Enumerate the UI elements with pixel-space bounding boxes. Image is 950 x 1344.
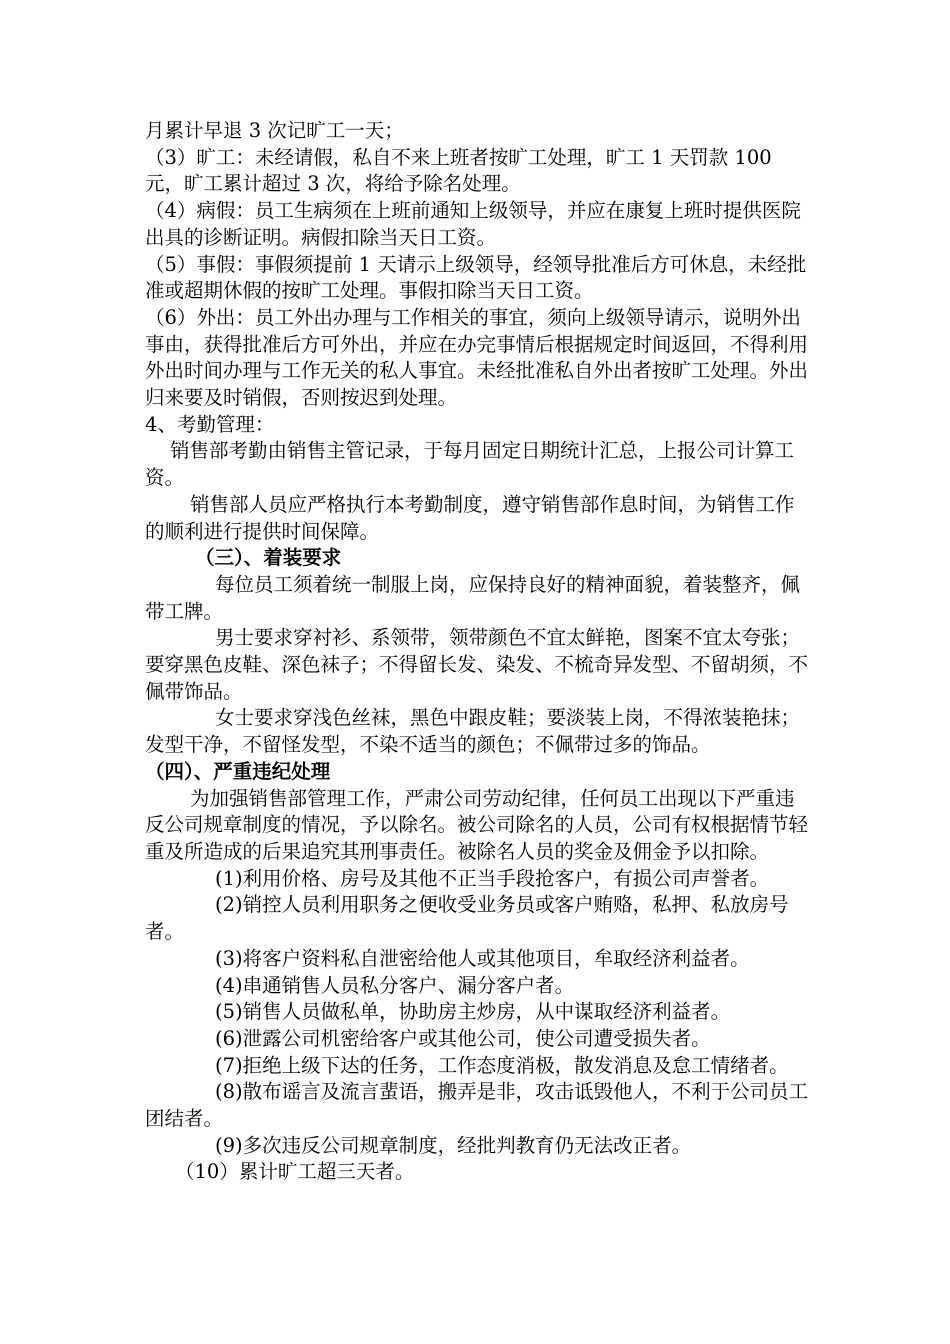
paragraph-personal-leave: （5）事假：事假须提前 1 天请示上级领导，经领导批准后方可休息，未经批准或超期休假的按旷工处理。事假扣除当天日工资。	[145, 252, 807, 303]
paragraph-attendance-record: 销售部考勤由销售主管记录，于每月固定日期统计汇总，上报公司计算工资。	[145, 439, 795, 490]
list-item: (4)串通销售人员私分客户、漏分客户者。	[215, 973, 575, 997]
list-item: （10）累计旷工超三天者。	[175, 1160, 415, 1184]
paragraph-going-out: （6）外出：员工外出办理与工作相关的事宜，须向上级领导请示，说明外出事由，获得批准后方可外出，并应在办完事情后根据规定时间返回，不得利用外出时间办理与工作无关的私人事宜。未经批准私自外出者按旷工处理。外出归来要及时销假，否则按迟到处理。	[145, 305, 809, 410]
list-item: (8)散布谣言及流言蜚语，搬弄是非，攻击诋毁他人，不利于公司员工团结者。	[145, 1080, 809, 1131]
list-item: (1)利用价格、房号及其他不正当手段抢客户，有损公司声誉者。	[215, 866, 770, 890]
paragraph-sick-leave: （4）病假：员工生病须在上班前通知上级领导，并应在康复上班时提供医院出具的诊断证明。病假扣除当天日工资。	[145, 199, 801, 249]
paragraph-late-leave: 月累计早退 3 次记旷工一天；	[145, 119, 404, 142]
paragraph-violations-intro: 为加强销售部管理工作，严肃公司劳动纪律，任何员工出现以下严重违反公司规章制度的情况，予以除名。被公司除名的人员，公司有权根据情节轻重及所造成的后果追究其刑事责任。被除名人员的奖金及佣金予以扣除。	[145, 786, 809, 863]
paragraph-uniform: 每位员工须着统一制服上岗，应保持良好的精神面貌，着装整齐，佩带工牌。	[145, 572, 801, 623]
section-attendance-management: 4、考勤管理：	[145, 412, 275, 436]
list-item: (2)销控人员利用职务之便收受业务员或客户贿赂，私押、私放房号者。	[145, 893, 789, 944]
list-item: (9)多次违反公司规章制度，经批判教育仍无法改正者。	[215, 1133, 692, 1157]
list-item: (6)泄露公司机密给客户或其他公司，使公司遭受损失者。	[215, 1026, 711, 1050]
paragraph-absence: （3）旷工：未经请假，私自不来上班者按旷工处理，旷工 1 天罚款 100 元，旷工累计超过 3 次，将给予除名处理。	[145, 145, 772, 196]
document-body	[145, 118, 813, 1186]
heading-dress-code: （三）、着装要求	[195, 546, 342, 570]
heading-serious-violations: （四）、严重违纪处理	[145, 759, 331, 783]
list-item: (5)销售人员做私单，协助房主炒房，从中谋取经济利益者。	[215, 1000, 731, 1024]
paragraph-women-dress: 女士要求穿浅色丝袜，黑色中跟皮鞋；要淡装上岗，不得浓装艳抹；发型干净，不留怪发型，不染不适当的颜色；不佩带过多的饰品。	[145, 706, 801, 757]
list-item: (7)拒绝上级下达的任务，工作态度消极，散发消息及怠工情绪者。	[215, 1053, 789, 1077]
paragraph-attendance-compliance: 销售部人员应严格执行本考勤制度，遵守销售部作息时间，为销售工作的顺利进行提供时间保障。	[145, 492, 795, 543]
paragraph-men-dress: 男士要求穿衬衫、系领带，领带颜色不宜太鲜艳，图案不宜太夸张；要穿黑色皮鞋、深色袜子；不得留长发、染发、不梳奇异发型、不留胡须，不佩带饰品。	[145, 626, 809, 703]
list-item: (3)将客户资料私自泄密给他人或其他项目，牟取经济利益者。	[215, 946, 750, 970]
